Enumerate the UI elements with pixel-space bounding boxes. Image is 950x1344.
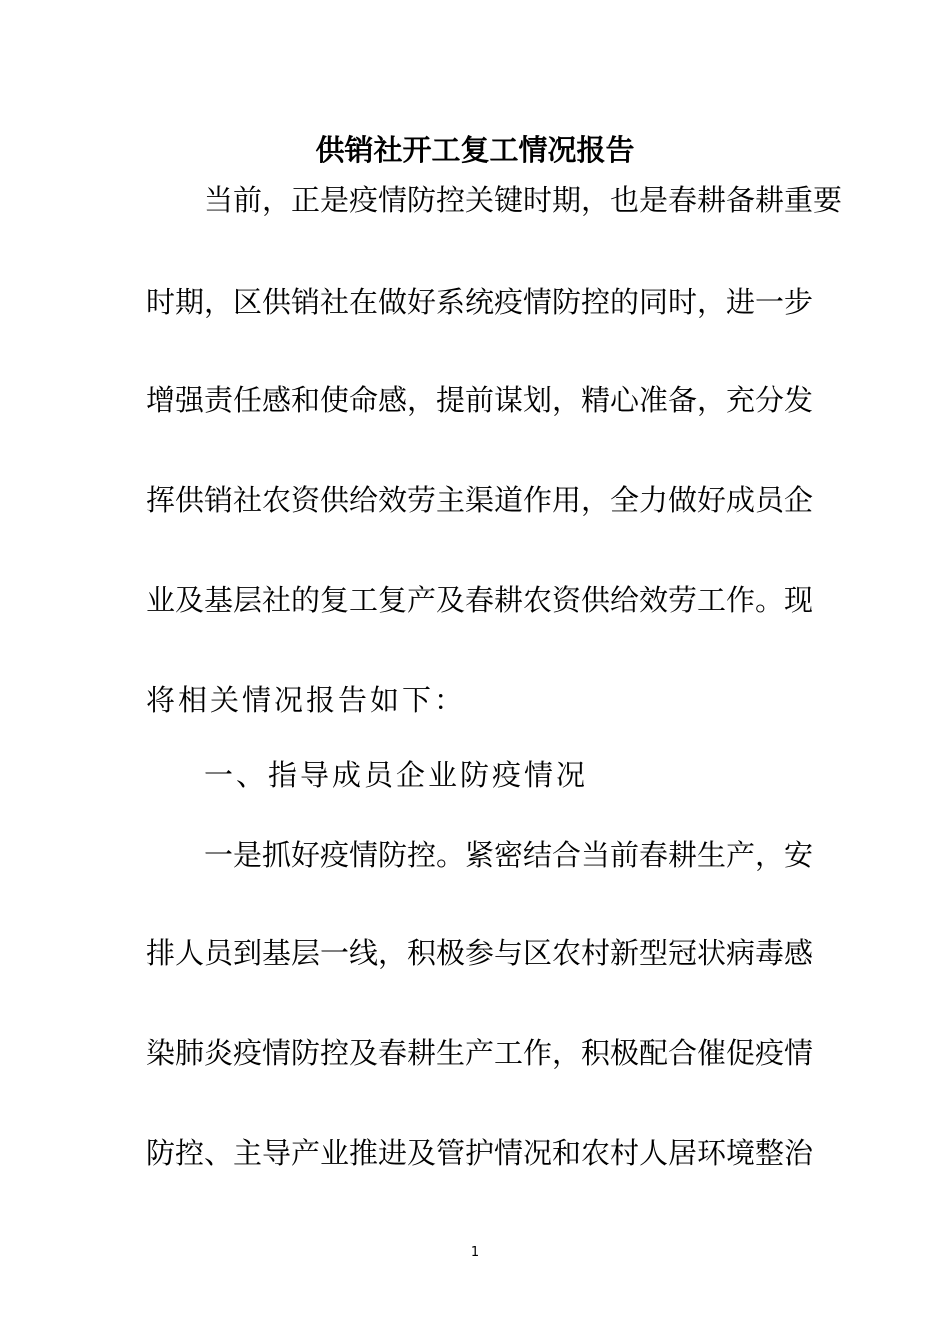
paragraph-line: 增强责任感和使命感，提前谋划，精心准备，充分发 bbox=[146, 383, 814, 417]
paragraph-line: 一是抓好疫情防控。紧密结合当前春耕生产，安 bbox=[204, 838, 814, 872]
paragraph-line: 时期，区供销社在做好系统疫情防控的同时，进一步 bbox=[146, 285, 814, 319]
page-number: 1 bbox=[470, 1245, 480, 1260]
paragraph-line: 排人员到基层一线，积极参与区农村新型冠状病毒感 bbox=[146, 936, 814, 970]
section-heading: 一、指导成员企业防疫情况 bbox=[204, 758, 589, 792]
paragraph-line: 业及基层社的复工复产及春耕农资供给效劳工作。现 bbox=[146, 583, 814, 617]
paragraph-line: 防控、主导产业推进及管护情况和农村人居环境整治 bbox=[146, 1136, 814, 1170]
paragraph-line: 当前，正是疫情防控关键时期，也是春耕备耕重要 bbox=[204, 183, 843, 217]
document-title: 供销社开工复工情况报告 bbox=[315, 133, 635, 167]
paragraph-line: 将相关情况报告如下： bbox=[146, 683, 467, 717]
paragraph-line: 挥供销社农资供给效劳主渠道作用，全力做好成员企 bbox=[146, 483, 814, 517]
paragraph-line: 染肺炎疫情防控及春耕生产工作，积极配合催促疫情 bbox=[146, 1036, 814, 1070]
